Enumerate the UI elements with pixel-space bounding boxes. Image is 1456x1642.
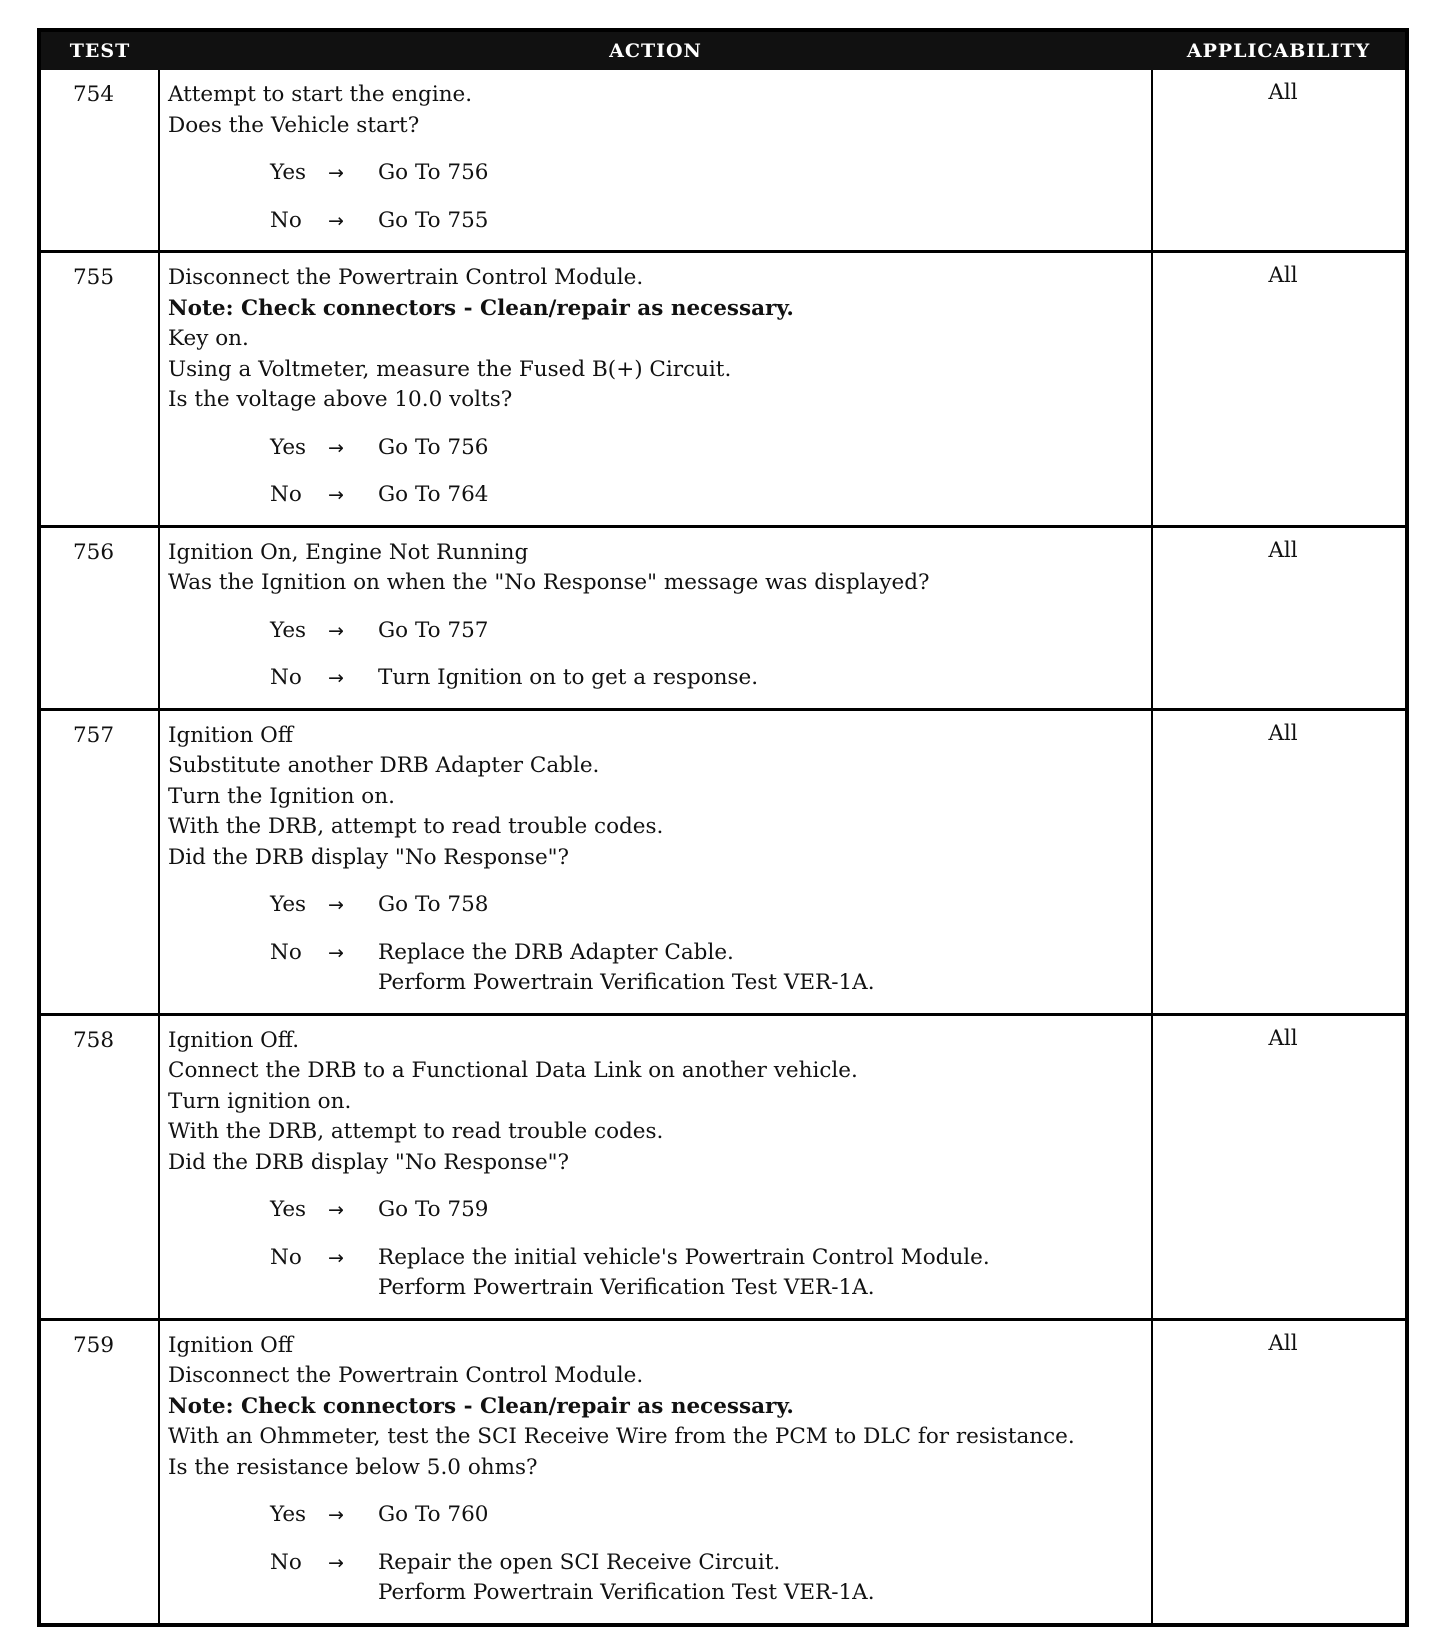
branch-no [270,206,1147,237]
test-number: 758 [41,1014,159,1319]
result-line: Repair the open SCI Receive Circuit. [378,1549,781,1575]
result-line: Perform Powertrain Verification Test VER-1A. [378,1275,875,1300]
applicability-value: All [1152,1319,1405,1623]
branch-label: No [270,207,302,233]
table-row [41,1319,1405,1623]
branch-result [378,1500,1147,1531]
table-row [41,252,1405,527]
action-line: Disconnect the Powertrain Control Module. [168,265,644,290]
branch-label: No [270,1244,302,1270]
branch-result [378,616,1147,647]
arrow-right-icon: → [328,436,344,459]
result-line: Turn Ignition on to get a response. [378,665,759,690]
branch-no [270,480,1147,511]
branch-label: No [270,939,302,965]
branch-result [378,158,1147,189]
action-cell [159,252,1152,527]
result-line: Replace the DRB Adapter Cable. [378,939,734,965]
arrow-right-icon: → [328,1504,344,1526]
branch-result [378,938,1147,999]
arrow-right-icon: → [328,619,344,642]
branch-yes [270,158,1147,189]
arrow-right-icon: → [328,162,344,184]
branch-yes [270,616,1147,647]
branch-result [378,1548,1147,1609]
test-number: 754 [41,70,159,252]
branch-yes [270,433,1147,464]
branch-no [270,1548,1147,1609]
result-line: Go To 758 [378,892,489,917]
action-line: Turn the Ignition on. [168,783,395,809]
action-line: With an Ohmmeter, test the SCI Receive Wire from the PCM to DLC for resistance. [168,1424,1075,1449]
table-row [41,1014,1405,1319]
applicability-value: All [1152,709,1405,1014]
branch-result [378,1195,1147,1226]
branch-list [168,616,1147,694]
action-line: Ignition Off [168,722,294,748]
branch-label: No [270,482,302,507]
table-body [41,70,1405,1623]
note-line: Note: Check connectors - Clean/repair as necessary. [168,295,794,321]
result-line: Go To 759 [378,1197,489,1222]
action-line: With the DRB, attempt to read trouble codes. [168,814,664,839]
arrow-right-icon: → [328,941,344,964]
diagnostic-table [41,32,1405,1623]
result-line: Go To 755 [378,207,489,233]
applicability-value: All [1268,80,1298,105]
diagnostic-table-frame [37,28,1409,1627]
test-number: 759 [41,1319,159,1623]
branch-no [270,1243,1147,1304]
action-line: Attempt to start the engine. [168,82,473,107]
note-line: Note: Check connectors - Clean/repair as necessary. [168,1393,794,1419]
branch-label: No [270,1549,302,1575]
action-line: Did the DRB display "No Response"? [168,844,570,870]
branch-result [378,480,1147,511]
branch-list [168,890,1147,999]
result-line: Go To 756 [378,434,489,460]
arrow-right-icon: → [328,1551,344,1574]
branch-result [378,433,1147,464]
table-row [41,526,1405,709]
branch-list [168,1195,1147,1304]
action-line: Ignition Off. [168,1027,300,1053]
result-line: Perform Powertrain Verification Test VER-1A. [378,970,875,995]
action-line: Connect the DRB to a Functional Data Link on another vehicle. [168,1058,858,1083]
action-line: Disconnect the Powertrain Control Module. [168,1363,644,1388]
action-line: Did the DRB display "No Response"? [168,1149,570,1175]
result-line: Go To 760 [378,1502,489,1527]
branch-label: Yes [270,617,307,643]
result-line: Go To 756 [378,160,489,185]
table-row [41,709,1405,1014]
action-line: With the DRB, attempt to read trouble codes. [168,1119,664,1144]
branch-label: Yes [270,1502,307,1527]
action-line: Substitute another DRB Adapter Cable. [168,753,600,778]
branch-label: Yes [270,892,307,917]
test-number: 756 [41,526,159,709]
branch-no [270,663,1147,694]
action-line: Ignition Off [168,1332,294,1358]
table-row [41,70,1405,252]
arrow-right-icon: → [328,209,344,232]
action-line: Does the Vehicle start? [168,112,420,138]
branch-list [168,1500,1147,1609]
header-action: ACTION [159,32,1152,70]
branch-yes [270,890,1147,921]
arrow-right-icon: → [328,667,344,689]
branch-list [168,158,1147,236]
arrow-right-icon: → [328,1246,344,1269]
applicability-value: All [1152,1014,1405,1319]
action-cell [159,1319,1152,1623]
result-line: Go To 757 [378,617,489,643]
branch-yes [270,1500,1147,1531]
action-cell [159,526,1152,709]
arrow-right-icon: → [328,1199,344,1221]
action-cell [159,1014,1152,1319]
branch-yes [270,1195,1147,1226]
test-number: 755 [41,252,159,527]
action-line: Using a Voltmeter, measure the Fused B(+) Circuit. [168,356,732,382]
action-line: Was the Ignition on when the "No Response" message was displayed? [168,570,930,595]
result-line: Go To 764 [378,482,489,507]
header-test: TEST [41,32,159,70]
applicability-value: All [1152,526,1405,709]
result-line: Replace the initial vehicle's Powertrain Control Module. [378,1244,990,1270]
branch-result [378,206,1147,237]
action-line: Turn ignition on. [168,1088,352,1114]
action-line: Key on. [168,326,249,351]
table-header-row [41,32,1405,70]
branch-result [378,1243,1147,1304]
branch-label: No [270,665,302,690]
branch-label: Yes [270,1197,307,1222]
branch-result [378,890,1147,921]
action-line: Is the voltage above 10.0 volts? [168,387,513,412]
test-number: 757 [41,709,159,1014]
branch-result [378,663,1147,694]
arrow-right-icon: → [328,894,344,916]
branch-label: Yes [270,434,307,460]
action-cell [159,709,1152,1014]
arrow-right-icon: → [328,484,344,506]
applicability-value: All [1152,252,1405,527]
action-line: Ignition On, Engine Not Running [168,539,529,565]
action-cell [159,70,1152,252]
header-applicability: APPLICABILITY [1152,32,1405,70]
action-line: Is the resistance below 5.0 ohms? [168,1454,538,1480]
branch-list [168,433,1147,511]
branch-label: Yes [270,160,307,185]
result-line: Perform Powertrain Verification Test VER-1A. [378,1580,875,1605]
branch-no [270,938,1147,999]
